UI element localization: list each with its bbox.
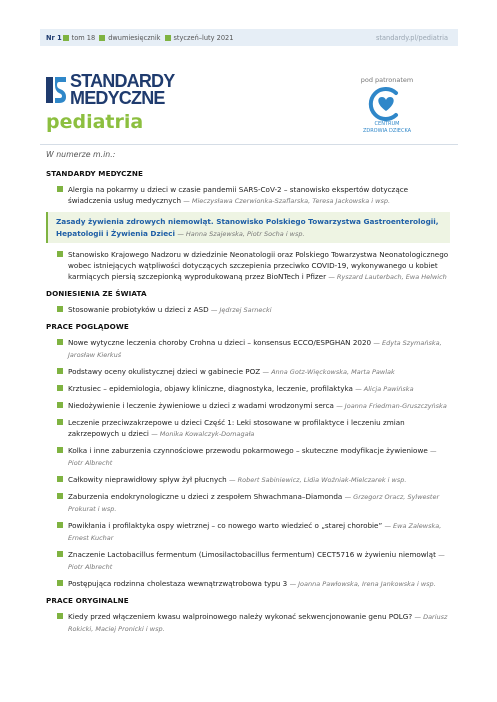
square-bullet-icon: [57, 447, 63, 453]
patron-name-line2: ZDROWIA DZIECKA: [362, 128, 412, 134]
top-info-bar: [40, 29, 458, 46]
list-item[interactable]: [57, 491, 450, 515]
list-item[interactable]: [57, 549, 450, 573]
square-bullet-icon: [165, 35, 171, 41]
article-authors: — Grzegorz Oracz, Sylwester Prokurat i wsp.: [68, 493, 440, 513]
article-title: Stanowisko Krajowego Nadzoru w dziedzinie Neonatologii oraz Polskiego Towarzystwa Neonatologicznego wobec istniejących wątpliwości dotyczących szczepienia przeciwko COVID-19, wykonywanego u kobiet karmiących piersią szczepionką wyprodukowaną przez BioNTech i Pfizer: [68, 250, 449, 281]
list-item[interactable]: [57, 611, 450, 635]
square-bullet-icon: [57, 476, 63, 482]
list-item[interactable]: [57, 474, 450, 486]
issue-date: styczeń–luty 2021: [173, 33, 234, 42]
article-title: Całkowity nieprawidłowy spływ żył płucnych: [68, 475, 227, 484]
list-item[interactable]: [57, 445, 450, 469]
logo-text-standardy: STANDARDY: [70, 71, 175, 91]
article-authors: — Piotr Albrecht: [68, 447, 437, 467]
heart-logo-icon: [366, 87, 406, 121]
featured-article[interactable]: [46, 212, 450, 243]
list-item[interactable]: [57, 184, 450, 207]
square-bullet-icon: [57, 551, 63, 557]
article-title: Postępująca rodzinna cholestaza wewnątrzwątrobowa typu 3: [68, 579, 288, 588]
article-authors: — Edyta Szymańska, Jarosław Kierkuś: [68, 339, 442, 359]
article-title: Nowe wytyczne leczenia choroby Crohna u dzieci – konsensus ECCO/ESPGHAN 2020: [68, 338, 372, 347]
article-authors: — Jędrzej Sarnecki: [210, 306, 272, 314]
article-title: Niedożywienie i leczenie żywieniowe u dzieci z wadami wrodzonymi serca: [68, 401, 334, 410]
article-authors: — Dariusz Rokicki, Maciej Pronicki i wsp.: [68, 613, 448, 633]
issue-number: Nr 1: [46, 33, 62, 42]
square-bullet-icon: [57, 339, 63, 345]
list-item[interactable]: [57, 417, 450, 440]
volume: tom 18: [71, 33, 96, 42]
square-bullet-icon: [57, 613, 63, 619]
article-title: Kolka i inne zaburzenia czynnościowe przewodu pokarmowego – skuteczne modyfikacje żywieniowe: [68, 446, 428, 455]
article-authors: — Monika Kowalczyk-Domagała: [151, 430, 255, 438]
square-bullet-icon: [57, 493, 63, 499]
patron-name-line1: CENTRUM: [374, 121, 400, 127]
square-bullet-icon: [57, 419, 63, 425]
square-bullet-icon: [57, 306, 63, 312]
intro-text: W numerze m.in.:: [46, 150, 116, 159]
section-heading: PRACE ORYGINALNE: [46, 596, 129, 605]
square-bullet-icon: [57, 186, 63, 192]
article-authors: — Ryszard Lauterbach, Ewa Helwich: [328, 273, 447, 281]
article-title: Krztusiec – epidemiologia, objawy kliniczne, diagnostyka, leczenie, profilaktyka: [68, 384, 353, 393]
article-authors: — Alicja Pawińska: [355, 385, 414, 393]
article-title: Leczenie przeciwzakrzepowe u dzieci Część 1: Leki stosowane w profilaktyce i leczeniu zmian zakrzepowych u dzieci: [68, 418, 405, 438]
section-heading: DONIESIENIA ZE ŚWIATA: [46, 289, 147, 298]
square-bullet-icon: [99, 35, 105, 41]
website-link[interactable]: standardy.pl/pediatria: [375, 33, 448, 42]
article-authors: — Robert Sabiniewicz, Lidia Woźniak-Mielczarek i wsp.: [229, 476, 407, 484]
square-bullet-icon: [57, 402, 63, 408]
list-item[interactable]: [57, 578, 450, 590]
frequency: dwumiesięcznik: [108, 33, 161, 42]
article-authors: — Joanna Friedman-Gruszczyńska: [336, 402, 447, 410]
article-title: Kiedy przed włączeniem kwasu walproinowego należy wykonać sekwencjonowanie genu POLG?: [68, 612, 413, 621]
list-item[interactable]: [57, 304, 450, 316]
logo-text-medyczne: MEDYCZNE: [70, 88, 165, 108]
list-item[interactable]: [57, 520, 450, 544]
square-bullet-icon: [57, 522, 63, 528]
list-item[interactable]: [57, 383, 450, 395]
section-heading: PRACE POGLĄDOWE: [46, 322, 129, 331]
square-bullet-icon: [57, 251, 63, 257]
square-bullet-icon: [57, 580, 63, 586]
table-of-contents: [46, 163, 450, 640]
article-title: Znaczenie Lactobacillus fermentum (Limosilactobacillus fermentum) CECT5716 w żywieniu niemowląt: [68, 550, 436, 559]
article-authors: — Mieczysława Czerwionka-Szaflarska, Teresa Jackowska i wsp.: [183, 197, 391, 205]
list-item[interactable]: [57, 400, 450, 412]
section-heading: STANDARDY MEDYCZNE: [46, 169, 143, 178]
article-title: Zaburzenia endokrynologiczne u dzieci z zespołem Shwachmana–Diamonda: [68, 492, 343, 501]
article-authors: — Joanna Pawłowska, Irena Jankowska i wsp.: [289, 580, 436, 588]
patron-label: pod patronatem: [360, 76, 414, 84]
article-title: Alergia na pokarmy u dzieci w czasie pandemii SARS-CoV-2 – stanowisko ekspertów dotyczące świadczenia usług medycznych: [68, 185, 409, 205]
square-bullet-icon: [57, 368, 63, 374]
list-item[interactable]: [57, 337, 450, 361]
square-bullet-icon: [57, 385, 63, 391]
article-authors: — Ewa Zalewska, Ernest Kuchar: [68, 522, 442, 542]
article-title: Powikłania i profilaktyka ospy wietrznej – co nowego warto wiedzieć o „starej chorobie”: [68, 521, 383, 530]
article-title: Podstawy oceny okulistycznej dzieci w gabinecie POZ: [68, 367, 261, 376]
article-authors: — Piotr Albrecht: [68, 551, 445, 571]
logo-icon: [46, 75, 66, 105]
article-authors: — Anna Gotz-Więckowska, Marta Pawlak: [262, 368, 395, 376]
article-title: Stosowanie probiotyków u dzieci z ASD: [68, 305, 209, 314]
journal-title: pediatria: [46, 111, 144, 133]
featured-article-title: Zasady żywienia zdrowych niemowląt. Stanowisko Polskiego Towarzystwa Gastroenterologii, Hepatologii i Żywienia Dzieci: [56, 217, 439, 238]
list-item[interactable]: [57, 366, 450, 378]
square-bullet-icon: [63, 35, 69, 41]
featured-article-authors: — Hanna Szajewska, Piotr Socha i wsp.: [177, 230, 305, 238]
list-item[interactable]: [57, 249, 450, 283]
divider: [40, 144, 458, 145]
